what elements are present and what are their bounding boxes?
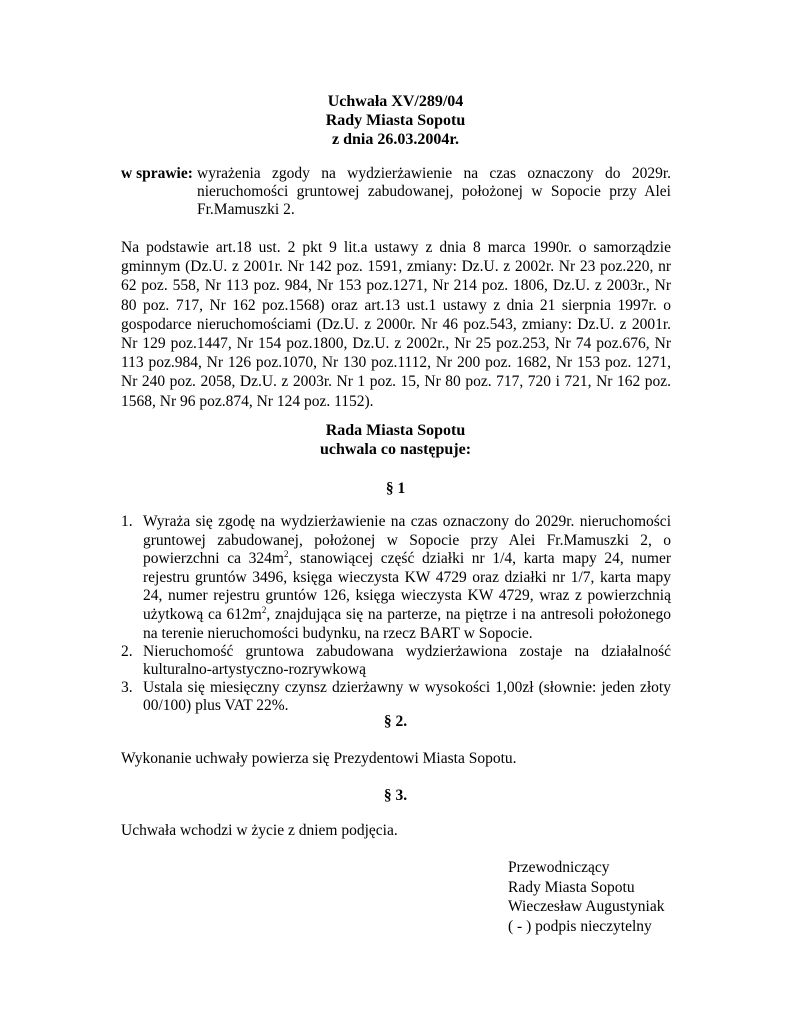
section-1-list [121,513,671,715]
section-2-heading: § 2. [383,713,408,730]
signature-role: Przewodniczący [508,859,610,876]
list-item-number: 3. [121,679,133,697]
list-item-text: Wyraża się zgodę na wydzierżawienie na czas oznaczony do 2029r. nieruchomości gruntowej zabudowanej, położonej w Sopocie przy Alei Fr.Mamuszki 2, o powierzchni ca $324m^2$, stanowiącej część działki nr 1/4, karta mapy 24, numer rejestru gruntów 3496, księga wieczysta KW 4729 oraz działki nr 1/7, karta mapy 24, numer rejestru gruntów 126, księga wieczysta KW 4729, wraz z powierzchnią użytkową ca $612m^2$, znajdująca się na parterze, na piętrze i na antresoli położonego na terenie nieruchomości budynku, na rzecz BART w Sopocie. [143,513,671,642]
resolves-line-decides: uchwala co następuje: [319,441,472,458]
resolves-heading [0,421,791,459]
signature-block [508,858,664,936]
legal-basis: Na podstawie art.18 ust. 2 pkt 9 lit.a ustawy z dnia 8 marca 1990r. o samorządzie gminnym (Dz.U. z 2001r. Nr 142 poz. 1591, zmiany: Dz.U. z 2002r. Nr 23 poz.220, nr 62 poz. 558, Nr 113 poz. 984, Nr 153 poz.1271, Nr 214 poz. 1806, Dz.U. z 2003r., Nr 80 poz. 717, Nr 162 poz.1568) oraz art.13 ust.1 ustawy z dnia 21 sierpnia 1997r. o gospodarce nieruchomościami (Dz.U. z 2000r. Nr 46 poz.543, zmiany: Dz.U. z 2001r. Nr 129 poz.1447, Nr 154 poz.1800, Dz.U. z 2002r., Nr 25 poz.253, Nr 74 poz.676, Nr 113 poz.984, Nr 126 poz.1070, Nr 130 poz.1112, Nr 200 poz. 1682, Nr 153 poz. 1271, Nr 240 poz. 2058, Dz.U. z 2003r. Nr 1 poz. 15, Nr 80 poz. 717, 720 i 721, Nr 162 poz. 1568, Nr 96 poz.874, Nr 124 poz. 1152). [121,239,671,410]
list-item [121,643,671,679]
subject-block [121,165,671,219]
list-item-number: 2. [121,643,133,661]
list-item [121,513,671,643]
section-1-heading: § 1 [385,480,406,497]
list-item-number: 1. [121,513,133,530]
resolves-line-council: Rada Miasta Sopotu [325,422,466,439]
list-item-text: Nieruchomość gruntowa zabudowana wydzierżawiona zostaje na działalność kulturalno-artystyczno-rozrywkową [143,643,671,679]
signature-body: Rady Miasta Sopotu [508,878,635,896]
council-name: Rady Miasta Sopotu [325,112,466,129]
subject-text: wyrażenia zgody na wydzierżawienie na czas oznaczony do 2029r. nieruchomości gruntowej zabudowanej, położonej w Sopocie przy Alei Fr.Mamuszki 2. [197,165,671,218]
resolution-number: Uchwała XV/289/04 [327,93,464,110]
resolution-date: z dnia 26.03.2004r. [332,131,459,148]
section-2-text: Wykonanie uchwały powierza się Prezydentowi Miasta Sopotu. [121,750,517,767]
section-3-heading: § 3. [383,787,408,804]
document-title [0,92,791,149]
signature-name: Wieczesław Augustyniak [508,898,665,915]
section-3-text: Uchwała wchodzi w życie z dniem podjęcia. [121,822,398,839]
list-item-text: Ustala się miesięczny czynsz dzierżawny w wysokości 1,00zł (słownie: jeden złoty 00/100) plus VAT 22%. [143,679,671,715]
signature-note: ( - ) podpis nieczytelny [508,917,652,935]
subject-label: w sprawie: [121,165,193,182]
list-item [121,679,671,715]
